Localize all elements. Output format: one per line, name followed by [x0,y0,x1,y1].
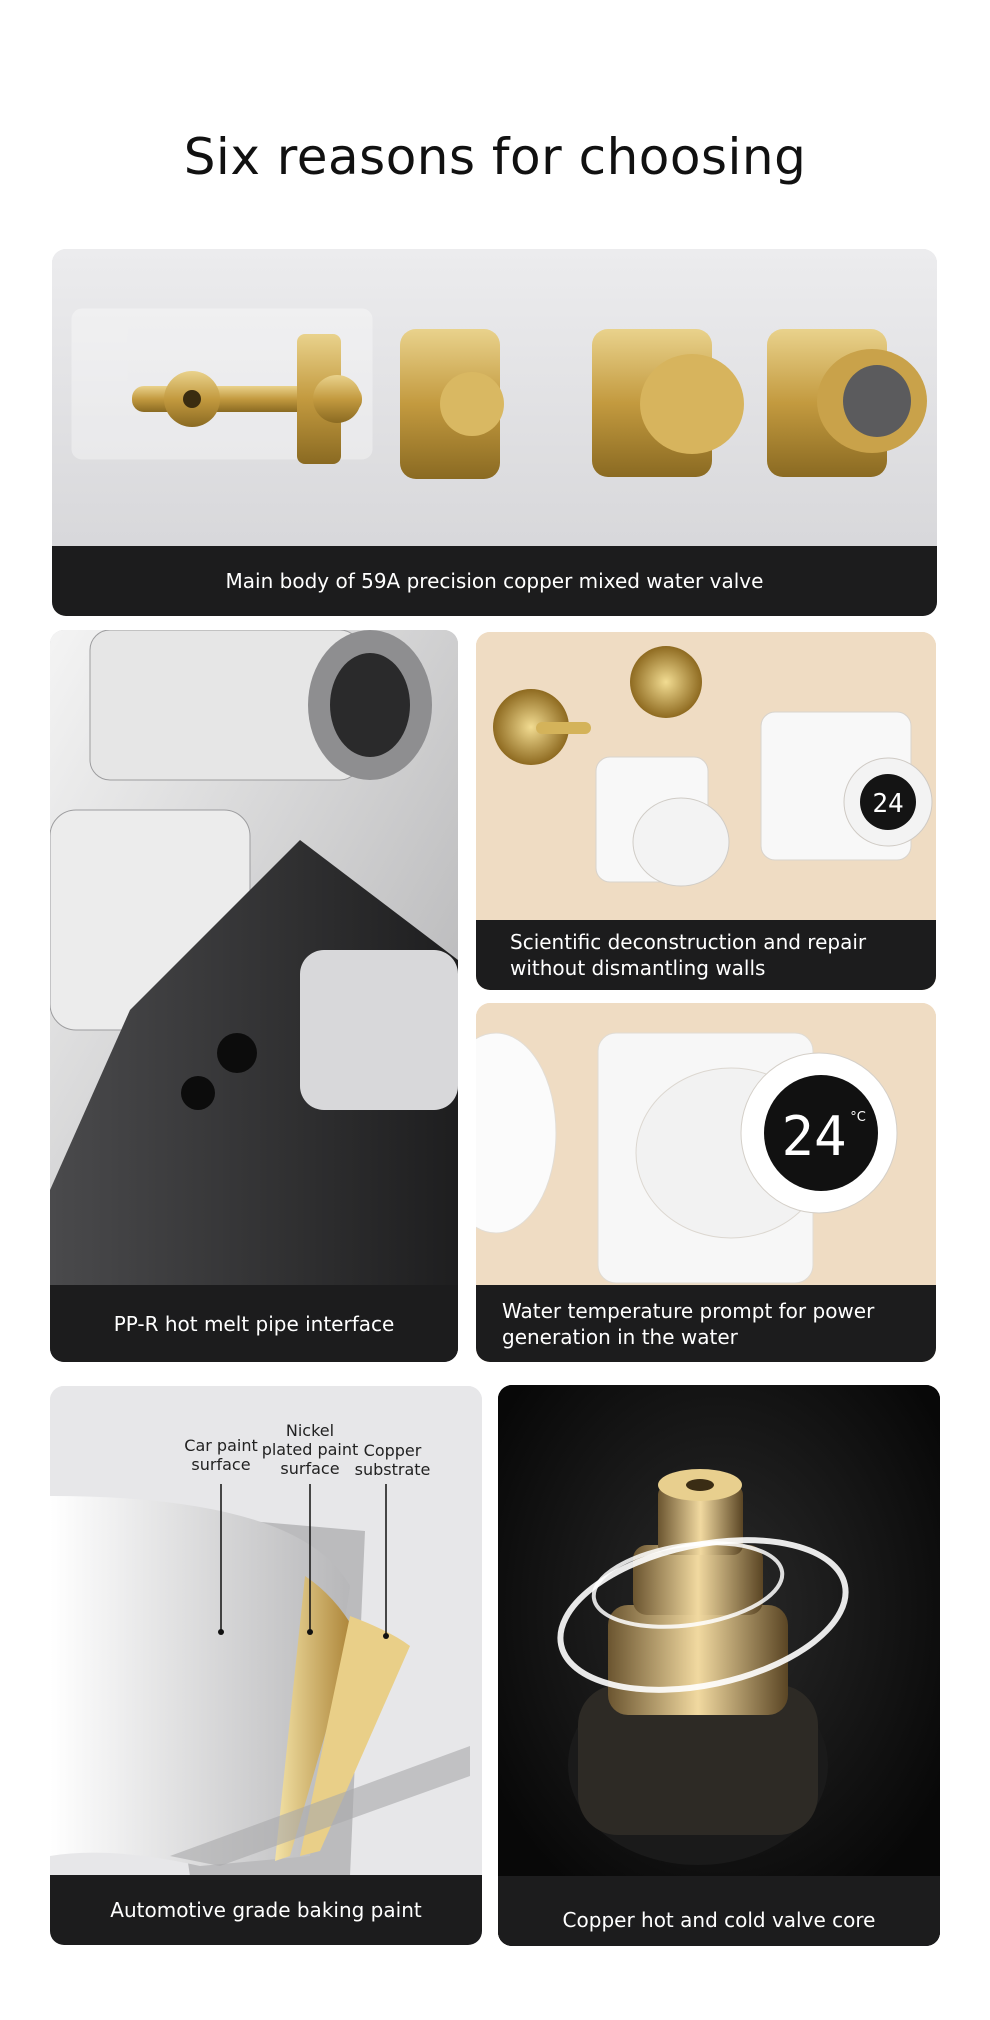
card-main-body [52,249,937,616]
caption-text: Main body of 59A precision copper mixed water valve [225,569,764,593]
callout-copper [345,1441,440,1479]
caption-line-1: Water temperature prompt for power [502,1298,875,1323]
card-temperature [476,1003,936,1362]
card-caption [498,1876,940,1946]
display-reading: 24 [781,1105,847,1168]
callout-line: Nickel [285,1421,335,1440]
card-caption [50,1875,482,1945]
caption-line-2: without dismantling walls [510,956,766,980]
callout-line: Copper [363,1441,422,1460]
caption-text: Automotive grade baking paint [110,1898,422,1922]
card-caption [50,1285,458,1362]
caption-line-2: generation in the water [502,1324,738,1349]
card-caption [476,1285,936,1362]
card-baking-paint [50,1386,482,1945]
card-ppr-interface [50,630,458,1362]
caption-text: Copper hot and cold valve core [562,1908,876,1932]
caption-line-1: Scientific deconstruction and repair [510,930,867,954]
card-valve-core [498,1385,940,1946]
pipe-interface-image [50,630,458,1362]
mini-display-reading: 24 [872,789,904,819]
callout-line: surface [191,1455,251,1474]
page-title: Six reasons for choosing [183,128,807,186]
card-caption [476,920,936,990]
callout-line: plated paint [261,1440,359,1459]
callout-line: substrate [354,1460,431,1479]
valve-core-image [498,1385,940,1946]
card-deconstruction [476,632,936,990]
callout-line: Car paint [184,1436,258,1455]
card-caption [52,546,937,616]
caption-text: PP-R hot melt pipe interface [113,1311,395,1336]
callout-line: surface [280,1459,340,1478]
display-unit: °C [850,1110,866,1125]
